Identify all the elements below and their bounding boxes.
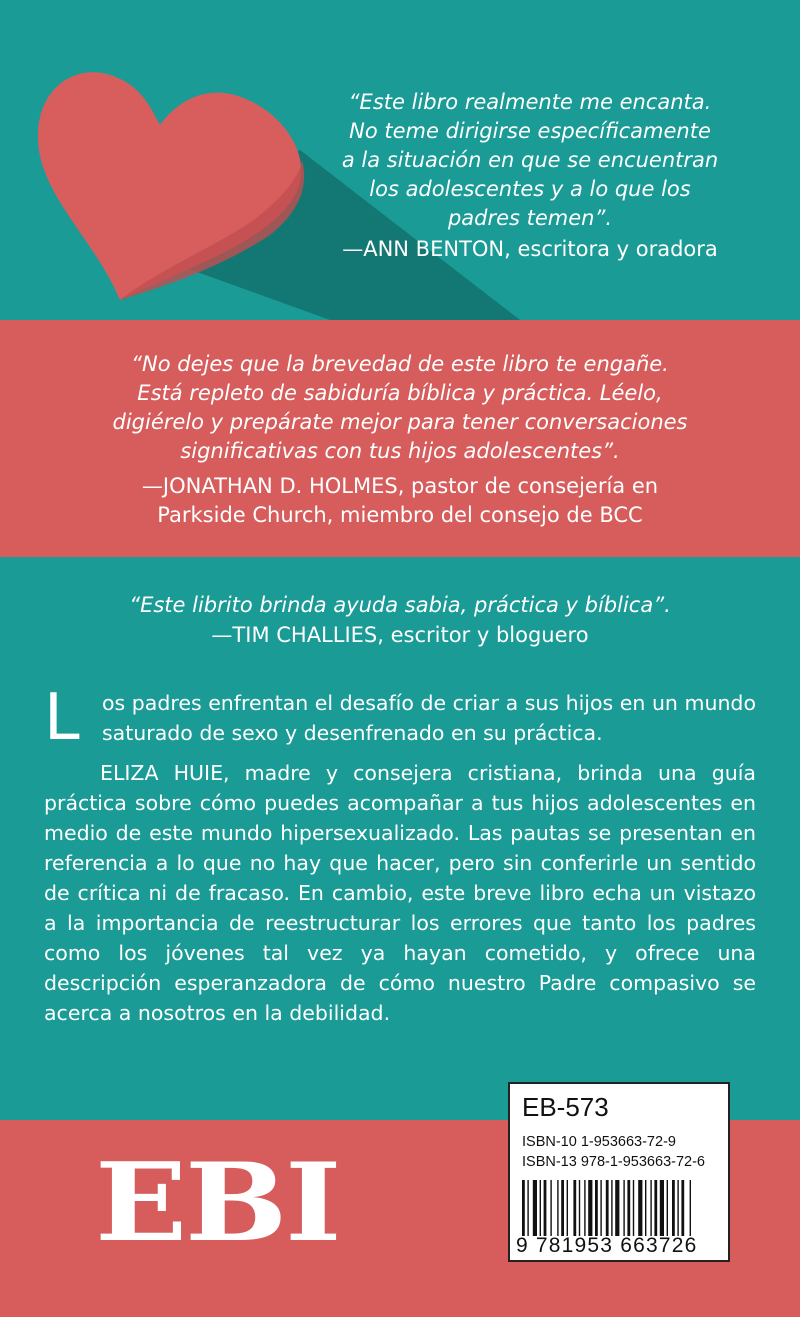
barcode-stripe bbox=[588, 1180, 592, 1236]
barcode-stripe bbox=[573, 1180, 576, 1236]
attribution-line: —JONATHAN D. HOLMES, pastor de consejería en bbox=[141, 474, 659, 498]
description-paragraph-2: ELIZA HUIE, madre y consejera cristiana, brinda una guía práctica sobre cómo puedes acompañar a tus hijos adolescentes en medio de este mundo hipersexualizado. Las pautas se presentan en referencia a lo que no hay que hacer, pero sin conferirle un sentido de crítica ni de fracaso. En cambio, este breve libro echa un vistazo a la importancia de reestructurar los errores que tanto los padres como los jóvenes tal vez ya hayan cometido, y ofrece una descripción esperanzadora de cómo nuestro Padre compasivo se acerca a nosotros en la debilidad. bbox=[44, 761, 756, 1025]
barcode-stripe bbox=[645, 1180, 646, 1236]
isbn-10: ISBN-10 1-953663-72-9 bbox=[522, 1134, 676, 1150]
quote-text bbox=[300, 88, 760, 233]
barcode-stripe bbox=[627, 1180, 630, 1236]
author-role: , escritora y oradora bbox=[504, 237, 718, 261]
quote-line: padres temen”. bbox=[447, 206, 613, 230]
quote-attribution bbox=[300, 235, 760, 264]
barcode-stripe bbox=[623, 1180, 624, 1236]
quote-text bbox=[60, 350, 740, 466]
barcode-stripe bbox=[527, 1180, 528, 1236]
author-name: —ANN BENTON bbox=[342, 237, 505, 261]
barcode-label bbox=[508, 1082, 730, 1262]
barcode-stripe bbox=[579, 1180, 580, 1236]
paragraph-text: os padres enfrentan el desafío de criar a sus hijos en un mundo saturado de sexo y desenfrenado en su práctica. bbox=[102, 691, 756, 745]
barcode-stripe bbox=[615, 1180, 619, 1236]
quote-ann-benton bbox=[300, 88, 760, 264]
barcode-stripe bbox=[550, 1180, 551, 1236]
barcode-stripe bbox=[611, 1180, 612, 1236]
barcode-stripe bbox=[660, 1180, 664, 1236]
quote-line: No teme dirigirse específicamente bbox=[349, 119, 711, 143]
barcode-digits: 9 781953 663726 bbox=[516, 1234, 698, 1257]
product-code: EB-573 bbox=[522, 1092, 609, 1122]
quote-attribution: —TIM CHALLIES, escritor y bloguero bbox=[211, 623, 589, 647]
attribution-line: Parkside Church, miembro del consejo de BCC bbox=[157, 503, 643, 527]
barcode-stripe bbox=[606, 1180, 609, 1236]
quote-line: Está repleto de sabiduría bíblica y práctica. Léelo, bbox=[137, 381, 663, 405]
barcode-stripe bbox=[544, 1180, 547, 1236]
quote-line: los adolescentes y a lo que los bbox=[369, 177, 691, 201]
description-paragraph-1 bbox=[44, 681, 756, 755]
barcode-stripe bbox=[667, 1180, 668, 1236]
barcode-stripe bbox=[681, 1180, 684, 1236]
barcode-stripe bbox=[672, 1180, 675, 1236]
barcode-stripe bbox=[600, 1180, 601, 1236]
barcode-stripe bbox=[584, 1180, 585, 1236]
quote-text: “Este librito brinda ayuda sabia, práctica y bíblica”. bbox=[129, 593, 671, 617]
barcode-stripe bbox=[533, 1180, 537, 1236]
quote-line: a la situación en que se encuentran bbox=[341, 148, 719, 172]
quote-attribution bbox=[60, 472, 740, 530]
barcode-stripe bbox=[690, 1180, 691, 1236]
quote-line: significativas con tus hijos adolescentes”. bbox=[180, 439, 620, 463]
barcode-stripe bbox=[540, 1180, 541, 1236]
quote-line: digiérelo y prepárate mejor para tener conversaciones bbox=[112, 410, 688, 434]
book-description bbox=[44, 681, 756, 1028]
barcode-icon bbox=[522, 1180, 718, 1236]
barcode-stripe bbox=[561, 1180, 564, 1236]
drop-cap: L bbox=[44, 681, 80, 755]
isbn-13: ISBN-13 978-1-953663-72-6 bbox=[522, 1154, 705, 1170]
barcode-stripe bbox=[650, 1180, 651, 1236]
quote-tim-challies bbox=[60, 590, 740, 650]
barcode-stripe bbox=[557, 1180, 558, 1236]
barcode-stripe bbox=[595, 1180, 598, 1236]
quote-line: “No dejes que la brevedad de este libro te engañe. bbox=[131, 352, 669, 376]
barcode-stripe bbox=[654, 1180, 657, 1236]
quote-line: “Este libro realmente me encanta. bbox=[348, 90, 712, 114]
barcode-stripe bbox=[522, 1180, 525, 1236]
quote-jonathan-holmes bbox=[60, 350, 740, 530]
barcode-stripe bbox=[633, 1180, 634, 1236]
barcode-stripe bbox=[677, 1180, 678, 1236]
barcode-stripe bbox=[638, 1180, 642, 1236]
publisher-logo: EBI bbox=[95, 1140, 340, 1266]
barcode-stripe bbox=[567, 1180, 568, 1236]
